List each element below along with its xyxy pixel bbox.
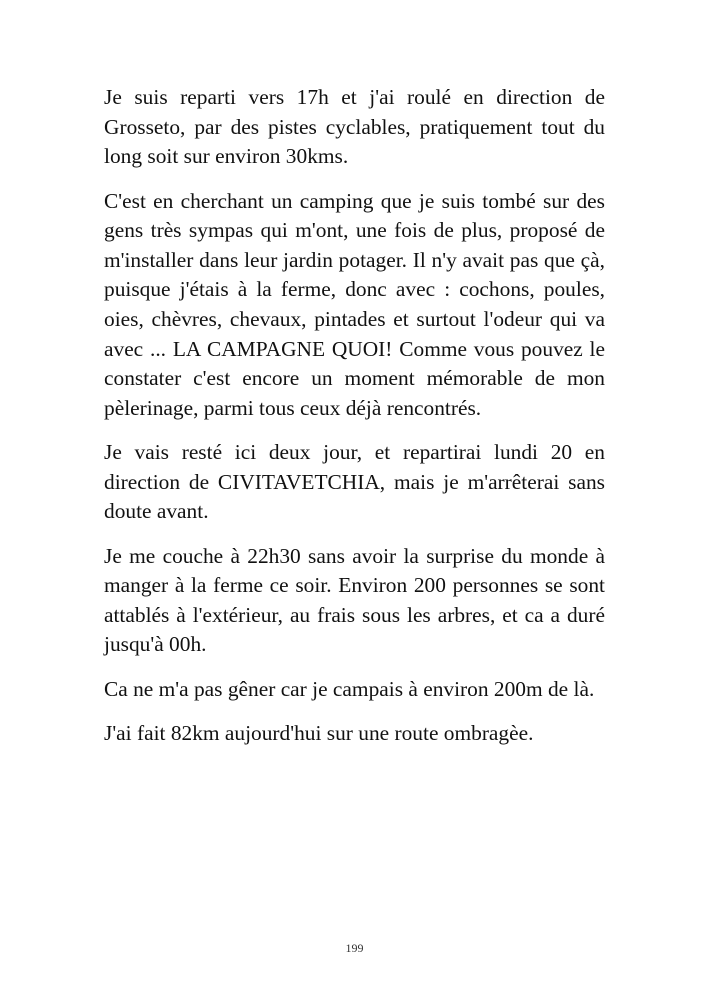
paragraph-5: Ca ne m'a pas gêner car je campais à environ 200m de là. (104, 676, 595, 701)
paragraph-6: J'ai fait 82km aujourd'hui sur une route ombragèe. (104, 721, 534, 746)
body-text (104, 83, 605, 764)
paragraph-3: Je vais resté ici deux jour, et repartirai lundi 20 en direction de CIVITAVETCHIA, mais je m'arrêterai sans doute avant. (104, 440, 605, 524)
paragraph-1: Je suis reparti vers 17h et j'ai roulé en direction de Grosseto, par des pistes cyclables, pratiquement tout du long soit sur environ 30kms. (104, 85, 605, 169)
paragraph-4: Je me couche à 22h30 sans avoir la surprise du monde à manger à la ferme ce soir. Environ 200 personnes se sont attablés à l'extérieur, au frais sous les arbres, et ca a duré jusqu'à 00h. (104, 543, 605, 657)
paragraph-2: C'est en cherchant un camping que je suis tombé sur des gens très sympas qui m'ont, une fois de plus, proposé de m'installer dans leur jardin potager. Il n'y avait pas que çà, puisque j'étais à la ferme, donc avec : cochons, poules, oies, chèvres, chevaux, pintades et surtout l'odeur qui va avec ... LA CAMPAGNE QUOI! Comme vous pouvez le constater c'est encore un moment mémorable de mon pèlerinage, parmi tous ceux déjà rencontrés. (104, 188, 605, 420)
page-number: 199 (345, 941, 364, 955)
